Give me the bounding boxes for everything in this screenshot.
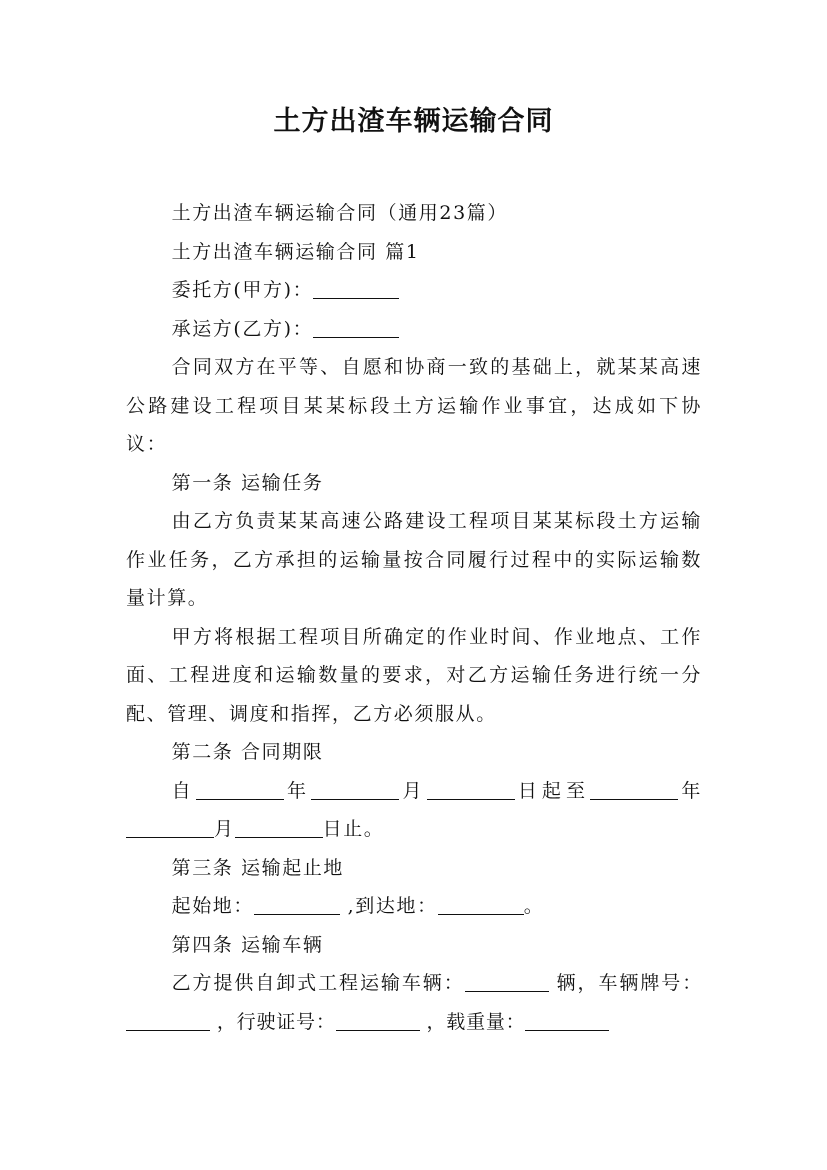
end-month-blank [126,818,214,838]
article1-heading: 第一条 运输任务 [171,471,324,494]
article2-period-line [126,772,702,849]
party-b-blank [313,318,399,338]
article1-paragraph-2: 甲方将根据工程项目所确定的作业时间、作业地点、工作面、工程进度和运输数量的要求，对乙方运输任务进行统一分配、管理、调度和指挥，乙方必须服从。 [126,625,702,725]
plate-number-blank [126,1011,210,1031]
day-end-text: 日止。 [322,818,385,840]
party-b-label: 承运方(乙方)： [171,317,314,340]
intro-paragraph: 合同双方在平等、自愿和协商一致的基础上，就某某高速公路建设工程项目某某标段土方运输作业事宜，达成如下协议： [126,356,702,455]
license-number-blank [336,1011,420,1031]
article1-paragraph-1: 由乙方负责某某高速公路建设工程项目某某标段土方运输作业任务，乙方承担的运输量按合同履行过程中的实际运输数量计算。 [126,510,702,609]
party-a-line [126,271,702,310]
year-text-2: 年 [677,779,702,802]
end-day-blank [235,818,323,838]
vehicle-unit-text: 辆，车辆牌号： [548,972,702,994]
document-body [126,194,702,1041]
day-to-text: 日起至 [514,779,590,802]
vehicle-lead-text: 乙方提供自卸式工程运输车辆： [171,972,465,994]
article3-locations-line [126,887,702,926]
party-a-label: 委托方(甲方)： [171,279,314,301]
article3-heading: 第三条 运输起止地 [171,856,345,879]
start-location-blank [254,895,340,915]
document-title: 土方出渣车辆运输合同 [273,106,554,137]
month-text-2: 月 [214,818,235,840]
license-label: ，行驶证号： [210,1010,336,1033]
destination-label: ,到达地： [340,895,438,917]
article2-heading: 第二条 合同期限 [171,741,324,763]
party-a-blank [313,279,399,299]
period-from-text: 自 [171,779,196,802]
load-capacity-blank [525,1011,609,1031]
end-year-blank [590,780,678,800]
start-month-blank [311,780,399,800]
start-year-blank [196,780,284,800]
article4-heading: 第四条 运输车辆 [171,933,324,956]
vehicle-count-blank [465,972,549,992]
month-text: 月 [399,779,427,802]
article4-vehicle-line [126,964,702,1041]
load-capacity-label: ，载重量： [419,1010,526,1033]
subtitle-paragraph: 土方出渣车辆运输合同（通用23篇） [171,202,508,224]
year-text: 年 [283,779,312,802]
start-location-label: 起始地： [171,895,254,917]
start-day-blank [427,780,515,800]
party-b-line [126,310,702,349]
destination-blank [438,895,524,915]
section-heading: 土方出渣车辆运输合同 篇1 [171,240,420,263]
locations-end-punct: 。 [523,895,545,917]
